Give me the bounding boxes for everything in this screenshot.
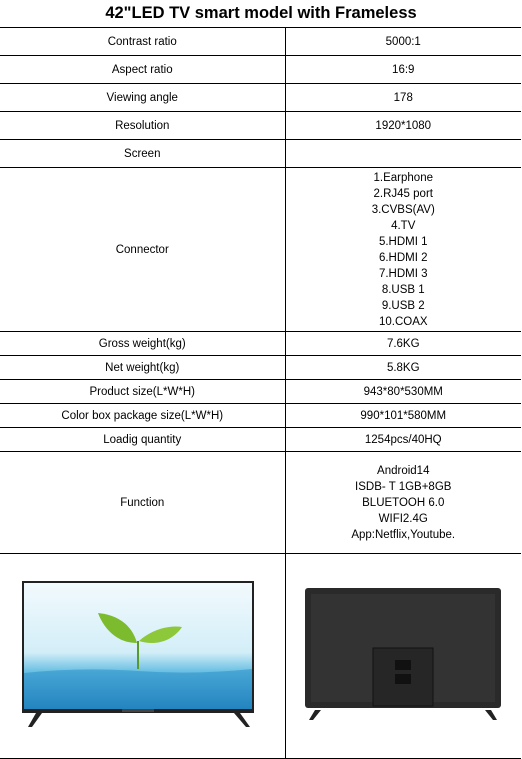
spec-row-screen xyxy=(0,140,521,168)
list-item: 4.TV xyxy=(391,219,416,232)
function-list xyxy=(285,452,521,554)
list-item: 10.COAX xyxy=(378,315,428,328)
row-value: 5000:1 xyxy=(285,28,521,56)
tv-foot-left xyxy=(28,713,42,727)
tv-foot-left xyxy=(309,710,321,720)
spec-table xyxy=(0,27,521,759)
image-row xyxy=(0,554,521,759)
spec-row-package-size xyxy=(0,404,521,428)
row-label: Screen xyxy=(0,140,285,168)
list-item: 2.RJ45 port xyxy=(373,187,433,200)
row-label: Viewing angle xyxy=(0,84,285,112)
row-label: Net weight(kg) xyxy=(0,356,285,380)
row-label: Connector xyxy=(0,168,285,332)
spec-row-connector xyxy=(0,168,521,332)
list-item: 7.HDMI 3 xyxy=(378,267,428,280)
page-title: 42"LED TV smart model with Frameless xyxy=(105,4,417,22)
spec-row-aspect xyxy=(0,56,521,84)
row-value: 1254pcs/40HQ xyxy=(285,428,521,452)
list-item: 5.HDMI 1 xyxy=(378,235,428,248)
row-label: Color box package size(L*W*H) xyxy=(0,404,285,428)
tv-port-1 xyxy=(395,660,411,670)
tv-foot-right xyxy=(234,713,250,727)
list-item: BLUETOOH 6.0 xyxy=(362,496,445,509)
row-value: 1920*1080 xyxy=(285,112,521,140)
spec-row-gross-weight xyxy=(0,332,521,356)
spec-row-loading-quantity xyxy=(0,428,521,452)
spec-row-viewing-angle xyxy=(0,84,521,112)
row-label: Aspect ratio xyxy=(0,56,285,84)
row-label: Function xyxy=(0,452,285,554)
tv-back-image xyxy=(303,586,503,726)
water xyxy=(24,669,252,709)
row-value: 7.6KG xyxy=(285,332,521,356)
spec-row-net-weight xyxy=(0,356,521,380)
spec-row-function xyxy=(0,452,521,554)
list-item: 9.USB 2 xyxy=(381,299,425,312)
list-item: 3.CVBS(AV) xyxy=(371,203,435,216)
row-value: 943*80*530MM xyxy=(285,380,521,404)
row-label: Resolution xyxy=(0,112,285,140)
tv-back-image-cell xyxy=(285,554,521,759)
spec-row-resolution xyxy=(0,112,521,140)
tv-front-image xyxy=(22,581,262,731)
row-value: 5.8KG xyxy=(285,356,521,380)
row-value: 990*101*580MM xyxy=(285,404,521,428)
connector-list xyxy=(285,168,521,332)
spec-row-contrast xyxy=(0,28,521,56)
spec-row-product-size xyxy=(0,380,521,404)
row-value xyxy=(285,140,521,168)
list-item: 8.USB 1 xyxy=(381,283,425,296)
list-item: 6.HDMI 2 xyxy=(378,251,428,264)
row-label: Product size(L*W*H) xyxy=(0,380,285,404)
tv-front-image-cell xyxy=(0,554,285,759)
list-item: App:Netflix,Youtube. xyxy=(351,528,456,541)
row-label: Contrast ratio xyxy=(0,28,285,56)
row-label: Loadig quantity xyxy=(0,428,285,452)
tv-port-2 xyxy=(395,674,411,684)
row-label: Gross weight(kg) xyxy=(0,332,285,356)
list-item: ISDB- T 1GB+8GB xyxy=(355,480,452,493)
tv-foot-right xyxy=(485,710,497,720)
tv-logo-bar xyxy=(122,709,154,712)
list-item: Android14 xyxy=(377,464,430,477)
row-value: 178 xyxy=(285,84,521,112)
list-item: WIFI2.4G xyxy=(378,512,428,525)
row-value: 16:9 xyxy=(285,56,521,84)
list-item: 1.Earphone xyxy=(373,171,433,184)
